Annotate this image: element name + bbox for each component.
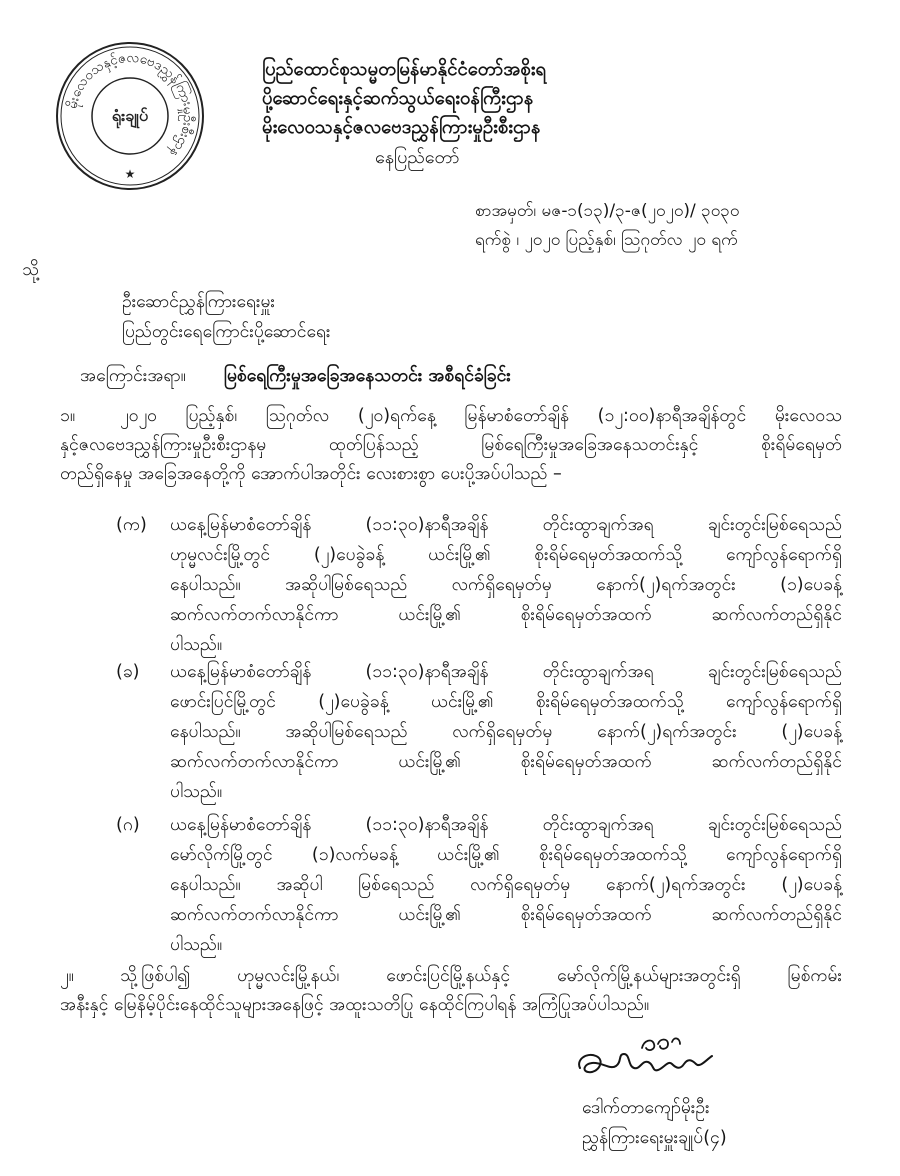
- paragraph-line: အနီးနှင့် မြေနိမ့်ပိုင်းနေထိုင်သူများအနေဖြင့် အထူးသတိပြု နေထိုင်ကြပါရန် အကြံပြုအပ်ပါသည်။: [60, 995, 650, 1015]
- item-line: မော်လိုက်မြို့တွင် (၁)လက်မခန့် ယင်းမြို့၏ စိုးရိမ်ရေမှတ်အထက်သို့ ကျော်လွန်ရောက်ရှိ: [170, 845, 842, 865]
- header-city: နေပြည်တော်: [375, 147, 460, 168]
- item-line: ပါသည်။: [170, 635, 223, 655]
- signatory-title: ညွှန်ကြားရေးမှူးချုပ်(၄): [582, 1128, 727, 1148]
- paragraph-1-number: ၁။: [60, 406, 76, 426]
- paragraph-2: [120, 963, 842, 990]
- header-government: ပြည်ထောင်စုသမ္မတမြန်မာနိုင်ငံတော်အစိုးရ: [262, 59, 547, 80]
- item-ga-label: (ဂ): [116, 815, 140, 835]
- item-line: နေပါသည်။ အဆိုပါမြစ်ရေသည် လက်ရှိရေမှတ်မှ နောက်(၂)ရက်အတွင်း (၁)ပေခန့်: [170, 575, 842, 595]
- item-kha-label: (ခ): [116, 662, 140, 682]
- recipient-office: ပြည်တွင်းရေကြောင်းပို့ဆောင်ရေး: [122, 322, 331, 342]
- subject-text: မြစ်ရေကြီးမှုအခြေအနေသတင်း အစီရင်ခံခြင်း: [224, 366, 511, 386]
- seal-star-icon: ★: [124, 167, 136, 181]
- item-line: ဆက်လက်တက်လာနိုင်ကာ ယင်းမြို့၏ စိုးရိမ်ရေမှတ်အထက် ဆက်လက်တည်ရှိနိုင်: [170, 605, 842, 625]
- header-ministry: ပို့ဆောင်ရေးနှင့်ဆက်သွယ်ရေးဝန်ကြီးဌာန: [262, 88, 534, 109]
- paragraph-2-continued: [60, 992, 842, 1019]
- paragraph-line: သို့ဖြစ်ပါ၍ ဟုမ္မလင်းမြို့နယ်၊ ဖောင်းပြင်မြို့နယ်နှင့် မော်လိုက်မြို့နယ်များအတွင်းရှိ မြစ်ကမ်း: [120, 966, 842, 986]
- item-line: ဆက်လက်တက်လာနိုင်ကာ ယင်းမြို့၏ စိုးရိမ်ရေမှတ်အထက် ဆက်လက်တည်ရှိနိုင်: [170, 752, 842, 772]
- item-ga: [170, 812, 842, 959]
- seal-center-text: ရုံးချုပ်: [111, 106, 149, 125]
- signature-graphic: [572, 1030, 722, 1092]
- item-line: ပါသည်။: [170, 935, 223, 955]
- to-label: သို့: [22, 260, 39, 280]
- handwritten-signature: [572, 1030, 722, 1092]
- header-department: မိုးလေဝသနှင့်ဇလဗေဒညွှန်ကြားမှုဦးစီးဌာန: [262, 117, 541, 138]
- recipient-title: ဦးဆောင်ညွှန်ကြားရေးမှူး: [122, 292, 275, 312]
- item-line: နေပါသည်။ အဆိုပါမြစ်ရေသည် လက်ရှိရေမှတ်မှ နောက်(၂)ရက်အတွင်း (၂)ပေခန့်: [170, 722, 842, 742]
- paragraph-line: နှင့်ဇလဗေဒညွှန်ကြားမှုဦးစီးဌာနမှ ထုတ်ပြန်သည့် မြစ်ရေကြီးမှုအခြေအနေသတင်းနှင့် စိုးရိမ်ရေမှတ်: [60, 435, 842, 455]
- item-line: နေပါသည်။ အဆိုပါ မြစ်ရေသည် လက်ရှိရေမှတ်မှ နောက်(၂)ရက်အတွင်း (၂)ပေခန့်: [170, 875, 842, 895]
- seal-graphic: [54, 40, 206, 192]
- item-line: ပါသည်။: [170, 782, 223, 802]
- signatory-name: ဒေါက်တာကျော်မိုးဦး: [582, 1098, 710, 1118]
- item-line: ယနေ့မြန်မာစံတော်ချိန် (၁၁:၃၀)နာရီအချိန် တိုင်းထွာချက်အရ ချင်းတွင်းမြစ်ရေသည်: [170, 662, 842, 682]
- seal-ring-text: မိုးလေဝသနှင့်ဇလဗေဒညွှန်ကြားမှုဦးစီးဌာန: [64, 49, 197, 161]
- paragraph-2-number: ၂။: [60, 966, 74, 986]
- subject-label: အကြောင်းအရာ။: [80, 366, 186, 386]
- letter-date: ရက်စွဲ ၊ ၂၀၂၀ ပြည့်နှစ်၊ ဩဂုတ်လ ၂၀ ရက်: [475, 230, 738, 250]
- paragraph-line: ၂၀၂၀ ပြည့်နှစ်၊ ဩဂုတ်လ (၂၀)ရက်နေ့ မြန်မာစံတော်ချိန် (၁၂:၀၀)နာရီအချိန်တွင် မိုးလေဝသ: [120, 406, 842, 426]
- reference-number: စာအမှတ်၊ မဇ-၁(၁၃)/၃-ဇ(၂၀၂၀)/ ၃၀၃၀: [475, 201, 740, 221]
- item-line: ယနေ့မြန်မာစံတော်ချိန် (၁၁:၃၀)နာရီအချိန် တိုင်းထွာချက်အရ ချင်းတွင်းမြစ်ရေသည်: [170, 515, 842, 535]
- item-line: ယနေ့မြန်မာစံတော်ချိန် (၁၁:၃၀)နာရီအချိန် တိုင်းထွာချက်အရ ချင်းတွင်းမြစ်ရေသည်: [170, 815, 842, 835]
- paragraph-1-continued: [60, 432, 842, 488]
- item-ka: [170, 512, 842, 659]
- item-line: ဆက်လက်တက်လာနိုင်ကာ ယင်းမြို့၏ စိုးရိမ်ရေမှတ်အထက် ဆက်လက်တည်ရှိနိုင်: [170, 905, 842, 925]
- item-kha: [170, 659, 842, 806]
- official-seal: [54, 40, 206, 192]
- item-ka-label: (က): [116, 515, 147, 535]
- paragraph-1: [120, 403, 842, 430]
- item-line: ဖောင်းပြင်မြို့တွင် (၂)ပေခွဲခန့် ယင်းမြို့၏ စိုးရိမ်ရေမှတ်အထက်သို့ ကျော်လွန်ရောက်ရှိ: [170, 692, 842, 712]
- paragraph-line: တည်ရှိနေမှု အခြေအနေတို့ကို အောက်ပါအတိုင်း လေးစားစွာ ပေးပို့အပ်ပါသည် –: [60, 464, 562, 484]
- item-line: ဟုမ္မလင်းမြို့တွင် (၂)ပေခွဲခန့် ယင်းမြို့၏ စိုးရိမ်ရေမှတ်အထက်သို့ ကျော်လွန်ရောက်ရှိ: [170, 545, 842, 565]
